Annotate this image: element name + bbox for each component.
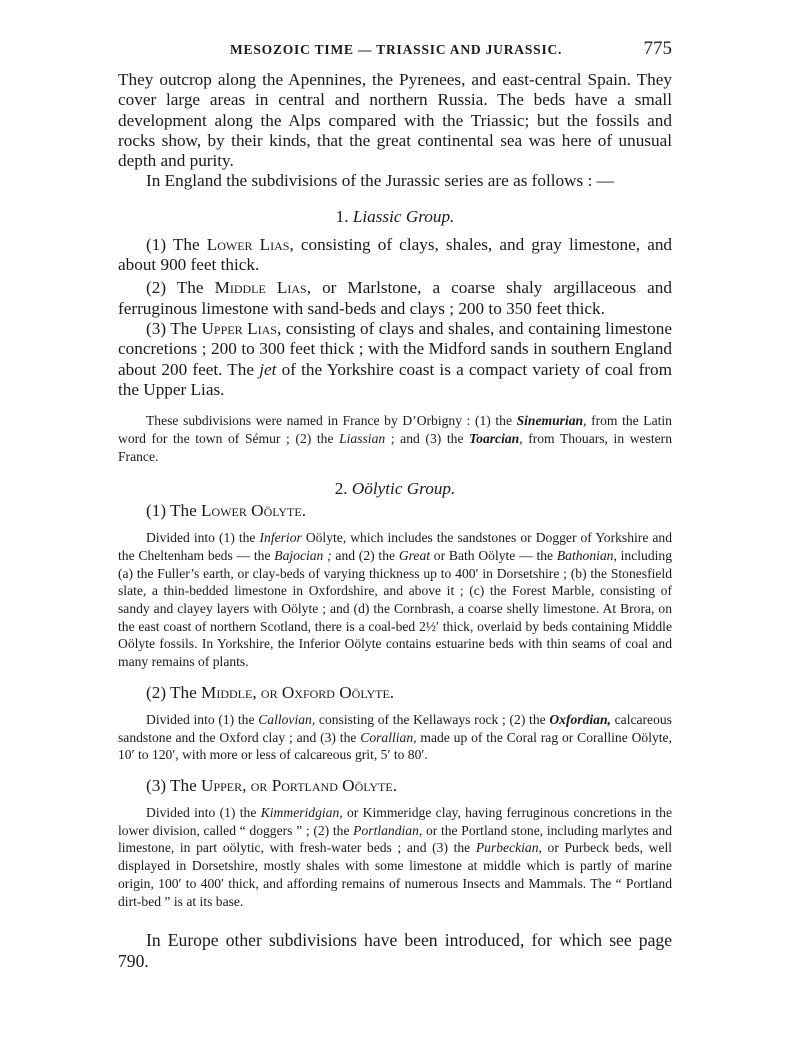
oolytic-title: Oölytic Group.	[351, 479, 456, 499]
jet-term: jet	[259, 359, 277, 379]
middle-oolyte-text4: made up of the Coral rag or Coralline Oölyte, 10′ to 120′, with more or less of calcareous grit, 5′ to 80′.	[118, 729, 672, 763]
lower-lias-name: Lower Lias	[206, 234, 290, 254]
upper-oolyte-text1: Divided into (1) the	[146, 805, 261, 820]
lower-lias-text: , consisting of clays, shales, and gray limestone, and about 900 feet thick.	[118, 234, 673, 275]
upper-oolyte-text3: or the Portland stone, including marlytes and limestone, in part oölytic, with fresh-water beds ; and (3) the	[118, 822, 672, 856]
note-text2: , from the Latin word for the town of Sémur ; (2) the	[118, 413, 672, 446]
bathonian-term: Bathonian,	[556, 547, 617, 563]
lower-oolyte-num: (1) The	[146, 501, 197, 521]
middle-lias-name: Middle Lias	[214, 278, 307, 298]
upper-lias-name: Upper Lias	[201, 318, 277, 338]
middle-oolyte-text2: consisting of the Kellaways rock ; (2) the	[315, 711, 550, 727]
liassic-number: 1.	[335, 206, 349, 226]
liassic-group-heading	[118, 207, 672, 227]
oxfordian-term: Oxfordian,	[549, 711, 611, 727]
lower-oolyte-text1: Divided into (1) the	[146, 530, 260, 546]
middle-lias-paragraph	[118, 278, 672, 319]
upper-oolyte-heading	[118, 776, 672, 796]
lower-oolyte-paragraph	[118, 529, 672, 671]
book-page	[118, 40, 672, 972]
lower-oolyte-text3: and (2) the	[331, 547, 399, 563]
running-title: MESOZOIC TIME — TRIASSIC AND JURASSIC.	[230, 42, 563, 57]
upper-lias-num: (3) The	[146, 318, 197, 338]
lower-oolyte-text5: including (a) the Fuller’s earth, or clay-beds of varying thickness up to 400′ in Dorsetshire ; (b) the Stonesfield slate, a thin-bedded limestone in Oxfordshire, and above it ; (c) the Forest Marble, consisting of sandy and clayey layers with Oölyte ; and (d) the Cornbrash, a coarse shelly limestone. At Brora, on the east coast of northern Scotland, there is a coal-bed 2½′ thick, overlaid by beds containing Middle Oölyte fossils. In Yorkshire, the Inferior Oölyte contains estuarine beds with thin seams of coal and many remains of plants.	[118, 547, 673, 670]
oolytic-number: 2.	[334, 479, 348, 499]
middle-oolyte-heading	[118, 683, 672, 703]
purbeckian-term: Purbeckian,	[475, 840, 542, 856]
middle-oolyte-name: Middle, or Oxford Oölyte.	[201, 682, 395, 702]
upper-lias-paragraph	[118, 319, 672, 400]
middle-oolyte-paragraph	[118, 711, 672, 764]
liassic-title: Liassic Group.	[352, 206, 455, 226]
oolytic-group-heading	[118, 479, 672, 499]
page-number: 775	[643, 38, 672, 59]
liassian-term: Liassian	[339, 430, 386, 446]
intro-paragraph: They outcrop along the Apennines, the Pyrenees, and east-central Spain. They cover large areas in central and northern Russia. The beds have a small development along the Alps compared with the Triassic; but the fossils and rocks show, by their kinds, that the great continental sea was here of unusual depth and purity.	[118, 70, 672, 171]
note-text3: ; and (3) the	[385, 430, 470, 446]
portlandian-term: Portlandian,	[353, 822, 423, 838]
upper-oolyte-num: (3) The	[146, 776, 197, 795]
upper-oolyte-text4: or Purbeck beds, well displayed in Dorsetshire, mostly shales with some limestone at middle which is partly of marine origin, 100′ to 400′ thick, and affording remains of numerous Insects and Mammals. The “ Portland dirt-bed ” is at its base.	[118, 840, 672, 909]
corallian-term: Corallian,	[360, 729, 417, 745]
middle-oolyte-num: (2) The	[146, 682, 197, 702]
note-text4: , from Thouars, in western France.	[118, 430, 672, 464]
bajocian-term: Bajocian ;	[274, 547, 332, 563]
upper-oolyte-text2: or Kimmeridge clay, having ferruginous concretions in the lower division, called “ doggers ” ; (2) the	[118, 805, 672, 838]
running-header	[118, 40, 672, 64]
great-term: Great	[398, 547, 431, 563]
middle-lias-text: , or Marlstone, a coarse shaly argillaceous and ferruginous limestone with sand-beds and clays ; 200 to 350 feet thick.	[118, 278, 672, 318]
lower-oolyte-text2: Oölyte, which includes the sandstones or Dogger of Yorkshire and the Cheltenham beds — the	[118, 530, 672, 563]
middle-oolyte-text1: Divided into (1) the	[146, 711, 259, 727]
orbigny-note	[118, 412, 672, 465]
lower-lias-paragraph	[118, 235, 672, 276]
lower-lias-num: (1) The	[146, 234, 200, 254]
upper-lias-text1: , consisting of clays and shales, and containing limestone concretions ; 200 to 300 feet thick ; with the Midford sands in southern England about 200 feet. The	[118, 318, 672, 379]
upper-lias-text2: of the Yorkshire coast is a compact variety of coal from the Upper Lias.	[118, 359, 672, 399]
upper-oolyte-paragraph	[118, 804, 672, 910]
lower-oolyte-heading	[118, 501, 672, 521]
upper-oolyte-name: Upper, or Portland Oölyte.	[201, 776, 397, 795]
toarcian-term: Toarcian	[469, 430, 520, 446]
lower-oolyte-text4: or Bath Oölyte — the	[430, 547, 557, 563]
closing-paragraph: In Europe other subdivisions have been introduced, for which see page 790.	[118, 930, 672, 972]
middle-lias-num: (2) The	[146, 278, 204, 298]
note-text1: These subdivisions were named in France by D’Orbigny : (1) the	[146, 413, 517, 429]
kimmeridgian-term: Kimmeridgian,	[260, 805, 343, 820]
sinemurian-term: Sinemurian	[516, 413, 584, 429]
middle-oolyte-text3: calcareous sandstone and the Oxford clay ; and (3) the	[118, 711, 672, 745]
inferior-term: Inferior	[259, 530, 302, 546]
callovian-term: Callovian,	[258, 711, 316, 727]
lower-oolyte-name: Lower Oölyte.	[201, 501, 306, 521]
intro-subdivisions-line: In England the subdivisions of the Jurassic series are as follows : —	[146, 171, 614, 191]
